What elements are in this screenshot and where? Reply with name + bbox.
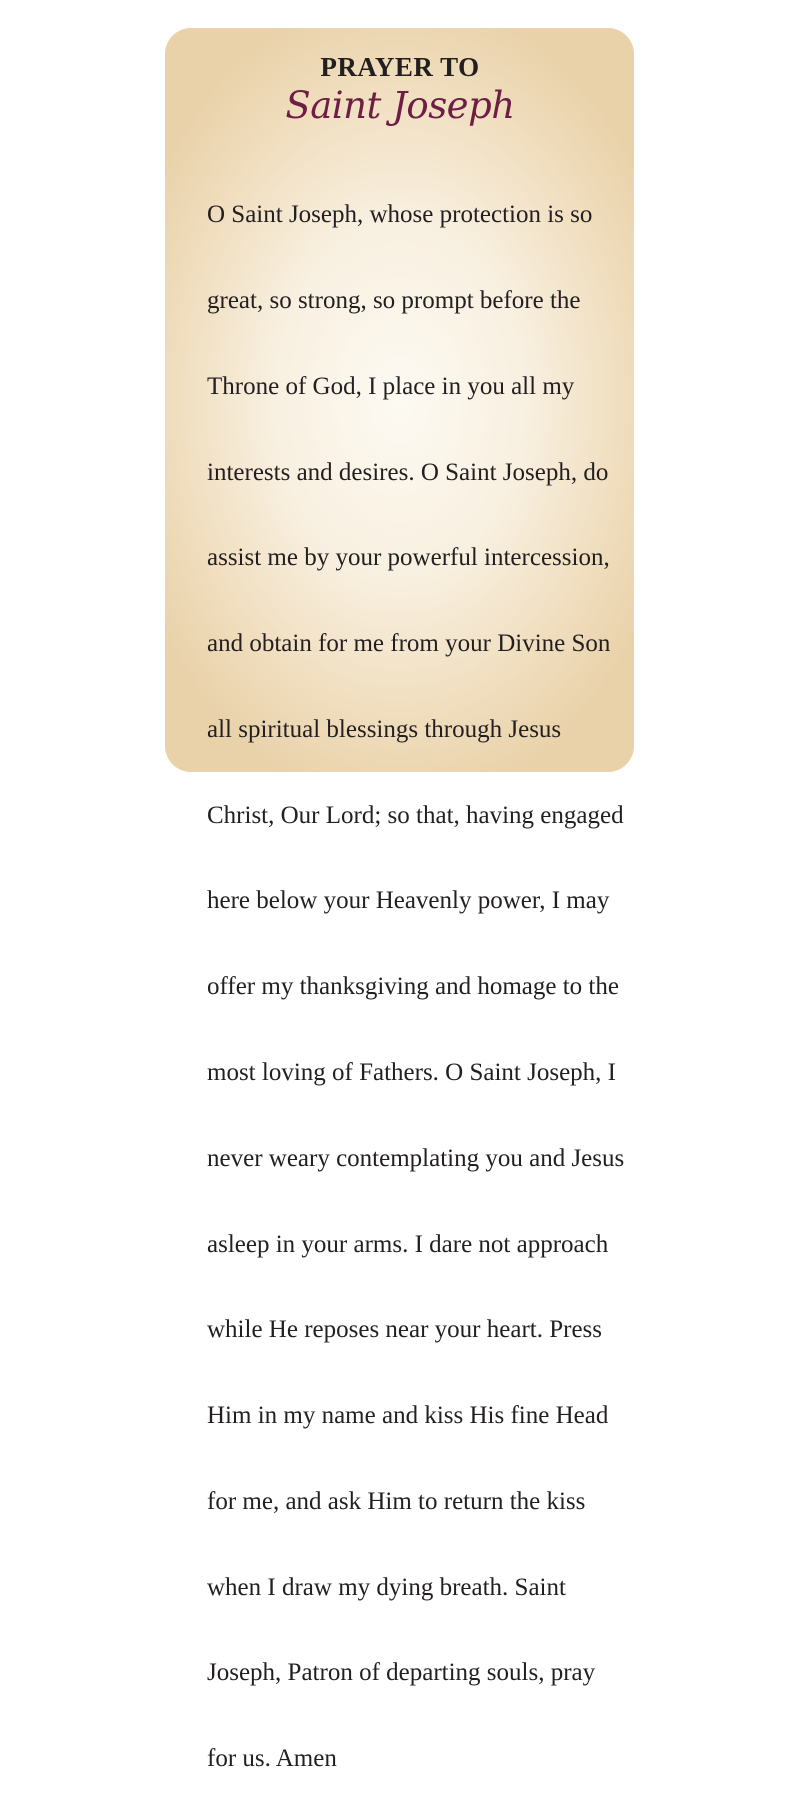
prayer-text	[207, 144, 624, 1802]
prayer-line: asleep in your arms. I dare not approach	[207, 1230, 609, 1258]
prayer-line: assist me by your powerful intercession,	[207, 544, 610, 572]
prayer-line: Joseph, Patron of departing souls, pray	[207, 1659, 596, 1687]
prayer-title: Saint Joseph	[285, 84, 515, 127]
prayer-line: while He reposes near your heart. Press	[207, 1316, 603, 1344]
prayer-line: Him in my name and kiss His fine Head	[207, 1402, 609, 1430]
prayer-line: when I draw my dying breath. Saint	[207, 1573, 566, 1601]
prayer-line: most loving of Fathers. O Saint Joseph, I	[207, 1059, 617, 1086]
prayer-heading: PRAYER TO	[320, 52, 480, 82]
prayer-line: offer my thanksgiving and homage to the	[207, 973, 619, 1001]
prayer-line: never weary contemplating you and Jesus	[207, 1144, 625, 1172]
prayer-line: Christ, Our Lord; so that, having engaged	[207, 801, 624, 829]
prayer-line: and obtain for me from your Divine Son	[207, 630, 611, 658]
prayer-line: interests and desires. O Saint Joseph, do	[207, 458, 609, 486]
prayer-line: for us. Amen	[207, 1745, 337, 1773]
prayer-line: here below your Heavenly power, I may	[207, 887, 610, 915]
prayer-line: great, so strong, so prompt before the	[207, 286, 581, 314]
prayer-line: O Saint Joseph, whose protection is so	[207, 201, 593, 229]
prayer-line: Throne of God, I place in you all my	[207, 372, 575, 400]
prayer-line: all spiritual blessings through Jesus	[207, 715, 562, 743]
prayer-line: for me, and ask Him to return the kiss	[207, 1487, 586, 1515]
